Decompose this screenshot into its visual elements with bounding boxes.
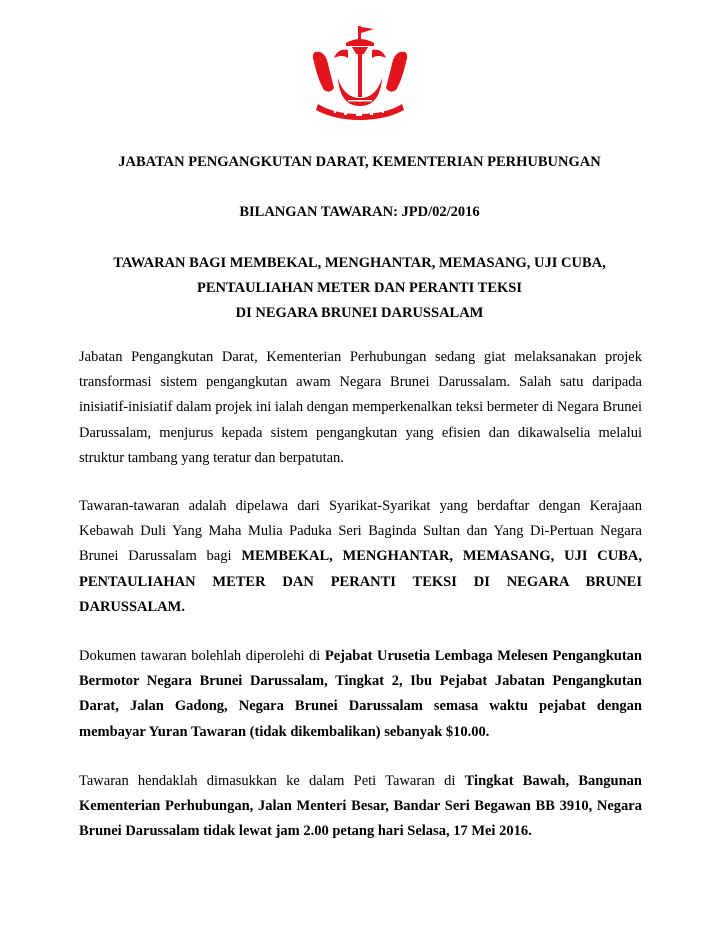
submission-paragraph (79, 769, 642, 845)
tender-number-heading: BILANGAN TAWARAN: JPD/02/2016 (239, 204, 480, 220)
submission-text: Tawaran hendaklah dimasukkan ke dalam Peti Tawaran di (79, 773, 465, 789)
tender-title-line: PENTAULIAHAN METER DAN PERANTI TEKSI (197, 280, 522, 296)
tender-title-heading (40, 251, 679, 326)
invitation-paragraph (79, 494, 642, 620)
intro-paragraph: Jabatan Pengangkutan Darat, Kementerian Perhubungan sedang giat melaksanakan projek transformasi sistem pengangkutan awam Negara Brunei Darussalam. Salah satu daripada inisiatif-inisiatif dalam projek ini ialah dengan memperkenalkan teksi bermeter di Negara Brunei Darussalam, menjurus kepada sistem pengangkutan yang efisien dan dikawalselia melalui struktur tambang yang teratur dan berpatutan. (79, 349, 642, 466)
document-collection-paragraph (79, 644, 642, 745)
ministry-heading: JABATAN PENGANGKUTAN DARAT, KEMENTERIAN PERHUBUNGAN (118, 154, 601, 170)
collection-text: Dokumen tawaran bolehlah diperolehi di (79, 648, 325, 664)
tender-title-line: DI NEGARA BRUNEI DARUSSALAM (235, 305, 484, 321)
brunei-crest-icon (304, 20, 416, 120)
submission-location-deadline: Tingkat Bawah, Bangunan Kementerian Perhubungan, Jalan Menteri Besar, Bandar Seri Begawan BB 3910, Negara Brunei Darussalam tidak lewat jam 2.00 petang hari Selasa, 17 Mei 2016. (79, 773, 642, 840)
tender-title-line: TAWARAN BAGI MEMBEKAL, MENGHANTAR, MEMASANG, UJI CUBA, (113, 255, 606, 271)
invitation-text: Tawaran-tawaran adalah dipelawa dari Syarikat-Syarikat yang berdaftar dengan Kerajaan Kebawah Duli Yang Maha Mulia Paduka Seri Baginda Sultan dan Yang Di-Pertuan Negara Brunei Darussalam bagi (79, 498, 642, 565)
invitation-scope: MEMBEKAL, MENGHANTAR, MEMASANG, UJI CUBA, PENTAULIAHAN METER DAN PERANTI TEKSI DI NEGARA BRUNEI DARUSSALAM. (79, 548, 642, 615)
collection-location: Pejabat Urusetia Lembaga Melesen Pengangkutan Bermotor Negara Brunei Darussalam, Tingkat 2, Ibu Pejabat Jabatan Pengangkutan Darat, Jalan Gadong, Negara Brunei Darussalam semasa waktu pejabat dengan membayar Yuran Tawaran (tidak dikembalikan) sebanyak $10.00. (79, 648, 642, 740)
